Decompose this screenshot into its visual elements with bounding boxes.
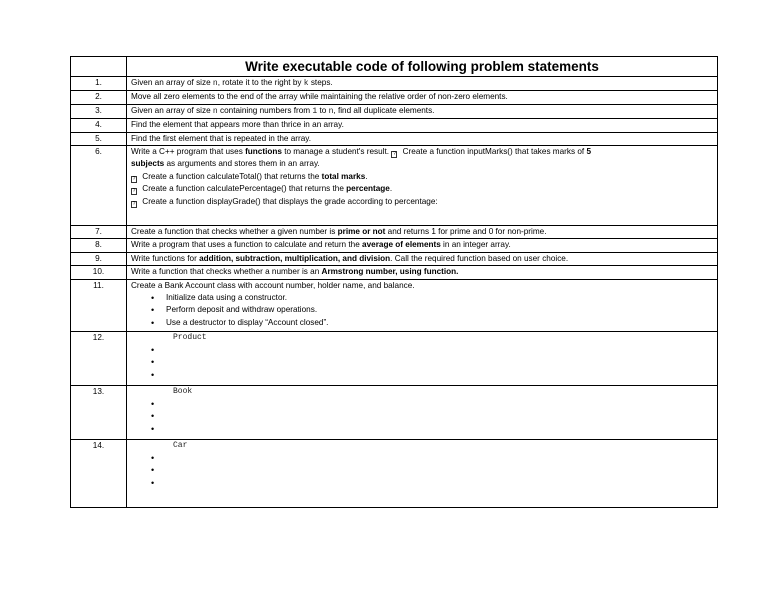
list-item [131,344,713,356]
empty-bullet-list [131,452,713,489]
list-item: • Perform deposit and withdraw operations. [131,304,713,316]
list-item [131,464,713,476]
row-text: Write a function that checks whether a number is an Armstrong number, using function. [127,266,718,279]
list-item [131,356,713,368]
table-row [71,385,718,439]
table-row [71,226,718,239]
problem-table [70,56,718,508]
row-text: Find the first element that is repeated in the array. [127,132,718,145]
row-text: Given an array of size n, rotate it to the right by k steps. [127,77,718,91]
row-number: 2. [71,91,127,104]
table-row [71,239,718,252]
row-number: 14. [71,439,127,507]
list-item [131,369,713,381]
row11-bullet-list [131,292,713,329]
row6-line1: Write a C++ program that uses functions to manage a student's result. ? Create a function inputMarks() that takes marks of 5 [131,147,592,158]
list-item: • Initialize data using a constructor. [131,292,713,304]
row6-line5: ? Create a function displayGrade() that displays the grade according to percentage: [132,196,438,207]
table-row [71,119,718,132]
class-label: Book [173,386,193,396]
row-text: Create a function that checks whether a given number is prime or not and returns 1 for prime and 0 for non-prime. [127,226,718,239]
row-number: 8. [71,239,127,252]
row-number: 11. [71,279,127,331]
page-title: Write executable code of following problem statements [127,57,718,77]
row-text: Write a program that uses a function to calculate and return the average of elements in an integer array. [127,239,718,252]
row-number: 1. [71,77,127,91]
table-row [71,252,718,265]
row6-line4: ? Create a function calculatePercentage() that returns the percentage. [132,184,393,195]
table-row [71,439,718,507]
row-number: 6. [71,146,127,226]
table-row [71,146,718,226]
list-item [131,477,713,489]
row-number: 3. [71,104,127,118]
missing-glyph-icon: ? [132,175,136,182]
row-text [127,439,718,507]
row-text [127,331,718,385]
missing-glyph-icon: ? [132,188,136,195]
table-row [71,331,718,385]
row6-line3: ? Create a function calculateTotal() that returns the total marks. [132,171,368,182]
table-row [71,77,718,91]
title-blank-cell [71,57,127,77]
empty-bullet-list [131,398,713,435]
row-number: 9. [71,252,127,265]
list-item [131,452,713,464]
list-item [131,410,713,422]
missing-glyph-icon: ? [132,200,136,207]
row-text: Given an array of size n containing numbers from 1 to n, find all duplicate elements. [127,104,718,118]
missing-glyph-icon: ? [392,151,396,158]
table-row [71,91,718,104]
row-text: Move all zero elements to the end of the array while maintaining the relative order of non-zero elements. [127,91,718,104]
row-number: 4. [71,119,127,132]
row-text: Write functions for addition, subtraction, multiplication, and division. Call the required function based on user choice. [127,252,718,265]
list-item [131,423,713,435]
title-row [71,57,718,77]
list-item: • Use a destructor to display “Account closed”. [131,317,713,329]
row-text [127,279,718,331]
row-number: 13. [71,385,127,439]
row-text: Find the element that appears more than thrice in an array. [127,119,718,132]
table-row [71,104,718,118]
row-number: 5. [71,132,127,145]
row-number: 10. [71,266,127,279]
list-item [131,398,713,410]
table-row [71,266,718,279]
row-text [127,385,718,439]
table-row [71,132,718,145]
class-label: Car [173,440,188,450]
row6-line2: subjects as arguments and stores them in an array. [131,159,320,169]
table-row [71,279,718,331]
empty-bullet-list [131,344,713,381]
row-number: 7. [71,226,127,239]
row11-line1: Create a Bank Account class with account number, holder name, and balance. [131,280,415,290]
class-label: Product [173,332,207,342]
row-number: 12. [71,331,127,385]
row-text [127,146,718,226]
